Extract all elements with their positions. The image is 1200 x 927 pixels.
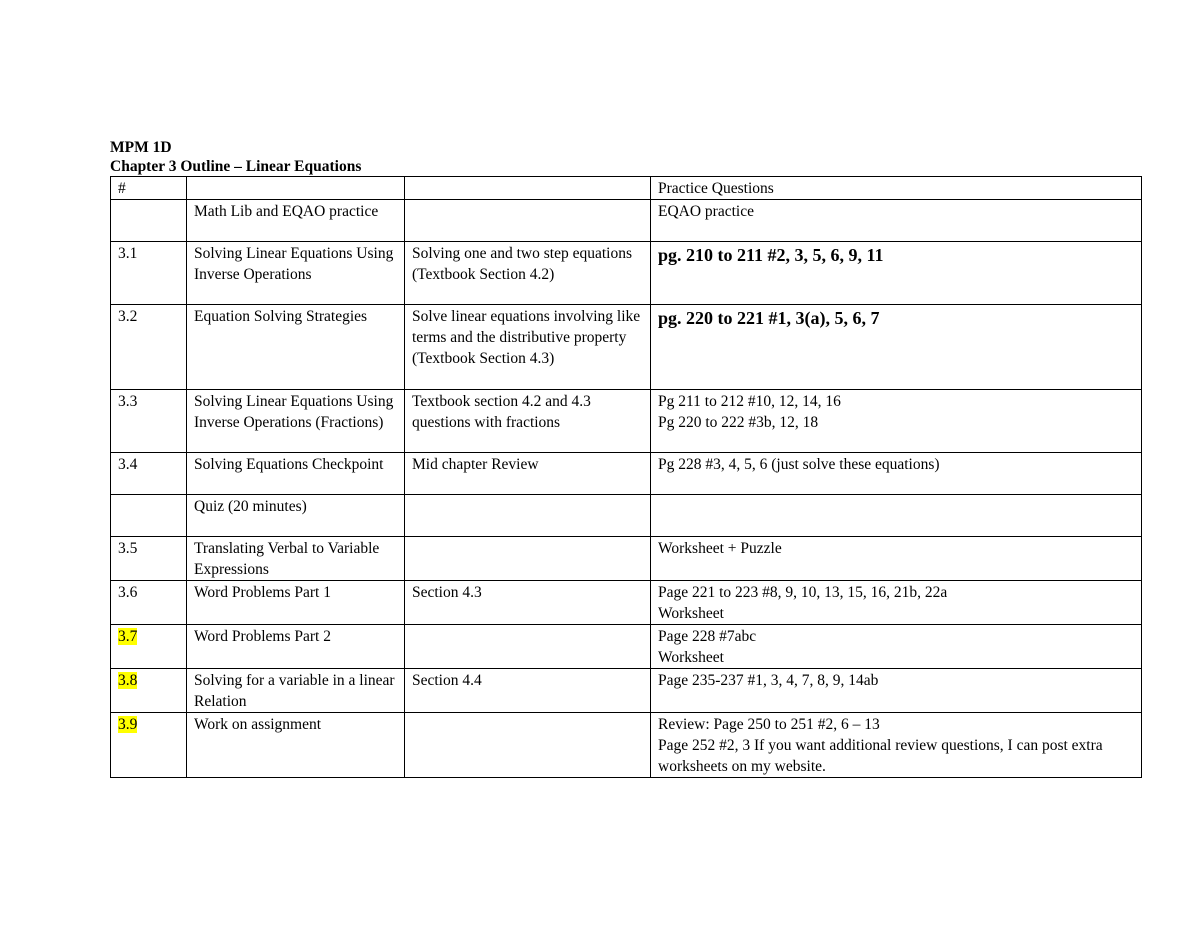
row-number-cell — [111, 713, 187, 778]
row-number: 3.8 — [118, 672, 138, 689]
table-row — [111, 669, 1142, 713]
row-description: Section 4.3 — [405, 581, 651, 625]
document-page — [110, 138, 1141, 778]
row-description: Textbook section 4.2 and 4.3 questions with fractions — [405, 390, 651, 453]
practice-line: Pg 211 to 212 #10, 12, 14, 16 — [658, 393, 841, 410]
row-number-cell — [111, 453, 187, 495]
row-description — [405, 625, 651, 669]
row-number-cell — [111, 495, 187, 537]
row-practice — [651, 242, 1142, 305]
row-practice — [651, 495, 1142, 537]
row-description — [405, 713, 651, 778]
practice-line: Pg 228 #3, 4, 5, 6 (just solve these equations) — [658, 456, 940, 473]
practice-line: Page 228 #7abc — [658, 628, 757, 645]
practice-line: Page 221 to 223 #8, 9, 10, 13, 15, 16, 21b, 22a — [658, 584, 948, 601]
table-row — [111, 242, 1142, 305]
row-number: 3.3 — [118, 393, 138, 410]
row-number-cell — [111, 625, 187, 669]
header-cell-topic — [187, 177, 405, 200]
row-topic: Word Problems Part 2 — [187, 625, 405, 669]
row-description: Solving one and two step equations (Textbook Section 4.2) — [405, 242, 651, 305]
row-practice — [651, 581, 1142, 625]
row-topic: Quiz (20 minutes) — [187, 495, 405, 537]
table-header-row — [111, 177, 1142, 200]
table-row — [111, 200, 1142, 242]
row-number: 3.6 — [118, 584, 138, 601]
row-topic: Solving Linear Equations Using Inverse Operations — [187, 242, 405, 305]
row-topic: Translating Verbal to Variable Expressions — [187, 537, 405, 581]
row-description — [405, 495, 651, 537]
practice-line: pg. 210 to 211 #2, 3, 5, 6, 9, 11 — [658, 245, 884, 265]
table-row — [111, 390, 1142, 453]
practice-line: Worksheet — [658, 605, 724, 622]
row-number: 3.1 — [118, 245, 138, 262]
row-number: 3.9 — [118, 716, 138, 733]
row-practice — [651, 200, 1142, 242]
row-number: 3.7 — [118, 628, 138, 645]
row-practice — [651, 305, 1142, 390]
header-cell-description — [405, 177, 651, 200]
row-number: 3.5 — [118, 540, 138, 557]
practice-line: pg. 220 to 221 #1, 3(a), 5, 6, 7 — [658, 308, 880, 328]
practice-line: Page 252 #2, 3 If you want additional review questions, I can post extra worksheets on my website. — [658, 737, 1103, 775]
table-row — [111, 305, 1142, 390]
row-topic: Solving for a variable in a linear Relation — [187, 669, 405, 713]
table-row — [111, 625, 1142, 669]
practice-line: Review: Page 250 to 251 #2, 6 – 13 — [658, 716, 880, 733]
row-description: Solve linear equations involving like terms and the distributive property (Textbook Section 4.3) — [405, 305, 651, 390]
table-row — [111, 713, 1142, 778]
row-number-cell — [111, 242, 187, 305]
page-title: Chapter 3 Outline – Linear Equations — [110, 158, 362, 175]
course-code: MPM 1D — [110, 139, 172, 156]
row-number-cell — [111, 305, 187, 390]
row-number: 3.4 — [118, 456, 138, 473]
row-practice — [651, 390, 1142, 453]
row-description: Mid chapter Review — [405, 453, 651, 495]
practice-line: Worksheet — [658, 649, 724, 666]
header-cell-practice: Practice Questions — [651, 177, 1142, 200]
table-row — [111, 537, 1142, 581]
row-practice — [651, 713, 1142, 778]
header-cell-number: # — [111, 177, 187, 200]
row-description: Section 4.4 — [405, 669, 651, 713]
row-topic: Work on assignment — [187, 713, 405, 778]
row-practice — [651, 453, 1142, 495]
row-topic: Solving Equations Checkpoint — [187, 453, 405, 495]
practice-line: Worksheet + Puzzle — [658, 540, 782, 557]
practice-line: Page 235-237 #1, 3, 4, 7, 8, 9, 14ab — [658, 672, 879, 689]
row-practice — [651, 625, 1142, 669]
row-number-cell — [111, 390, 187, 453]
row-number-cell — [111, 200, 187, 242]
row-practice — [651, 669, 1142, 713]
row-topic: Solving Linear Equations Using Inverse Operations (Fractions) — [187, 390, 405, 453]
row-description — [405, 537, 651, 581]
row-number-cell — [111, 669, 187, 713]
practice-line: EQAO practice — [658, 203, 754, 220]
practice-line: Pg 220 to 222 #3b, 12, 18 — [658, 414, 819, 431]
row-number-cell — [111, 537, 187, 581]
row-description — [405, 200, 651, 242]
outline-table — [110, 176, 1142, 778]
row-topic: Word Problems Part 1 — [187, 581, 405, 625]
table-row — [111, 581, 1142, 625]
row-number-cell — [111, 581, 187, 625]
table-row — [111, 495, 1142, 537]
row-topic: Math Lib and EQAO practice — [187, 200, 405, 242]
table-row — [111, 453, 1142, 495]
row-number: 3.2 — [118, 308, 138, 325]
row-topic: Equation Solving Strategies — [187, 305, 405, 390]
row-practice — [651, 537, 1142, 581]
